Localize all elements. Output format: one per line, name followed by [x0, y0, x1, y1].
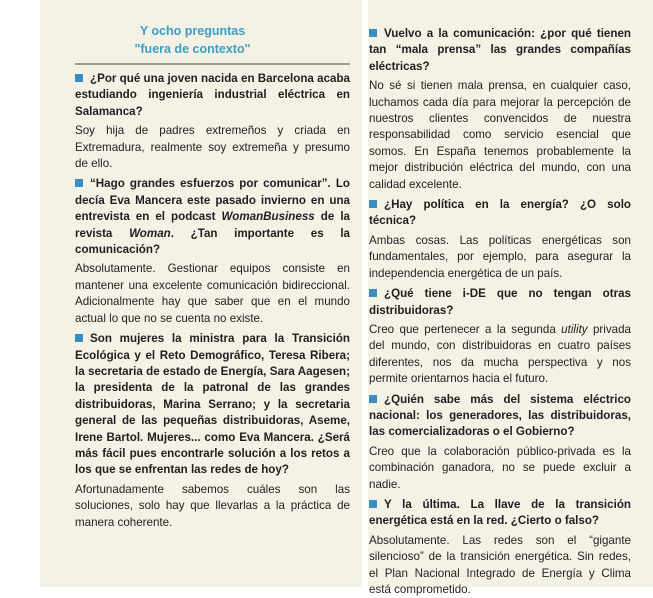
- left-column: [40, 0, 362, 587]
- heading-line-1: Y ocho preguntas: [139, 24, 246, 38]
- square-bullet-icon: [75, 179, 83, 187]
- answer-4: No sé si tienen mala prensa, en cualquier caso, luchamos cada día para mejorar la percepción de nuestros clientes convencidos de nuestra responsabilidad como servicio esencial que somos. En España tenemos probablemente la mejor distribución eléctrica del mundo, con una calidad excelente.: [369, 79, 631, 191]
- heading-line-2: "fuera de contexto": [134, 42, 251, 56]
- magazine-page: [40, 0, 653, 596]
- square-bullet-icon: [369, 289, 377, 297]
- answer-2: Absolutamente. Gestionar equipos consiste en mantener una excelente comunicación bidireccional. Adicionalmente hay que saber que en el mundo actual lo que no se cuenta no existe.: [75, 262, 350, 325]
- square-bullet-icon: [75, 334, 83, 342]
- question-3: Son mujeres la ministra para la Transición Ecológica y el Reto Demográfico, Teresa Ribera; la secretaria de estado de Energía, Sara Aagesen; la presidenta de la patronal de las grandes distribuidoras, Marina Serrano; y la secretaria general de las pequeñas distribuidoras, Aseme, Irene Bartol. Mujeres... como Eva Mancera. ¿Será más fácil pues encontrarle solución a los retos a los que se enfrentan las redes de hoy?: [75, 332, 350, 477]
- square-bullet-icon: [369, 395, 377, 403]
- question-4: Vuelvo a la comunicación: ¿por qué tienen tan “mala prensa” las grandes compañías eléctricas?: [369, 27, 631, 73]
- right-column: [368, 0, 653, 596]
- question-7: ¿Quién sabe más del sistema eléctrico nacional: los generadores, las distribuidoras, las comercializadoras o el Gobierno?: [369, 392, 631, 439]
- question-2: “Hago grandes esfuerzos por comunicar”. Lo decía Eva Mancera este pasado invierno en una entrevista en el podcast WomanBusiness de la revista Woman. ¿Tan importante es la comunicación?: [75, 177, 350, 257]
- heading-divider: [75, 63, 350, 65]
- square-bullet-icon: [369, 500, 377, 508]
- square-bullet-icon: [369, 200, 377, 208]
- answer-6: Creo que pertenecer a la segunda utility privada del mundo, con distribuidoras en cuatro países diferentes, nos da mucha perspectiva y nos permite orientarnos hacia el futuro.: [369, 322, 632, 386]
- question-6: ¿Qué tiene i-DE que no tengan otras distribuidoras?: [369, 287, 631, 317]
- question-8: Y la última. La llave de la transición energética está en la red. ¿Cierto o falso?: [369, 497, 631, 528]
- answer-1: Soy hija de padres extremeños y criada en Extremadura, realmente soy extremeña y presumo de ello.: [75, 124, 350, 171]
- question-5: ¿Hay política en la energía? ¿O solo técnica?: [369, 198, 631, 228]
- answer-7: Creo que la colaboración público-privada es la combinación ganadora, no se puede excluir a nadie.: [369, 444, 631, 491]
- section-heading: [75, 22, 350, 58]
- answer-8: Absolutamente. Las redes son el “gigante silencioso” de la transición energética. Sin redes, el Plan Nacional Integrado de Energía y Clima está comprometido.: [369, 533, 631, 596]
- answer-3: Afortunadamente sabemos cuáles son las soluciones, solo hay que llevarlas a la práctica de manera coherente.: [75, 482, 350, 529]
- square-bullet-icon: [369, 29, 377, 37]
- question-1: ¿Por qué una joven nacida en Barcelona acaba estudiando ingeniería industrial eléctrica en Salamanca?: [75, 72, 350, 118]
- answer-5: Ambas cosas. Las políticas energéticas son fundamentales, por ejemplo, para asegurar la independencia energética de un país.: [369, 233, 631, 280]
- square-bullet-icon: [75, 74, 83, 82]
